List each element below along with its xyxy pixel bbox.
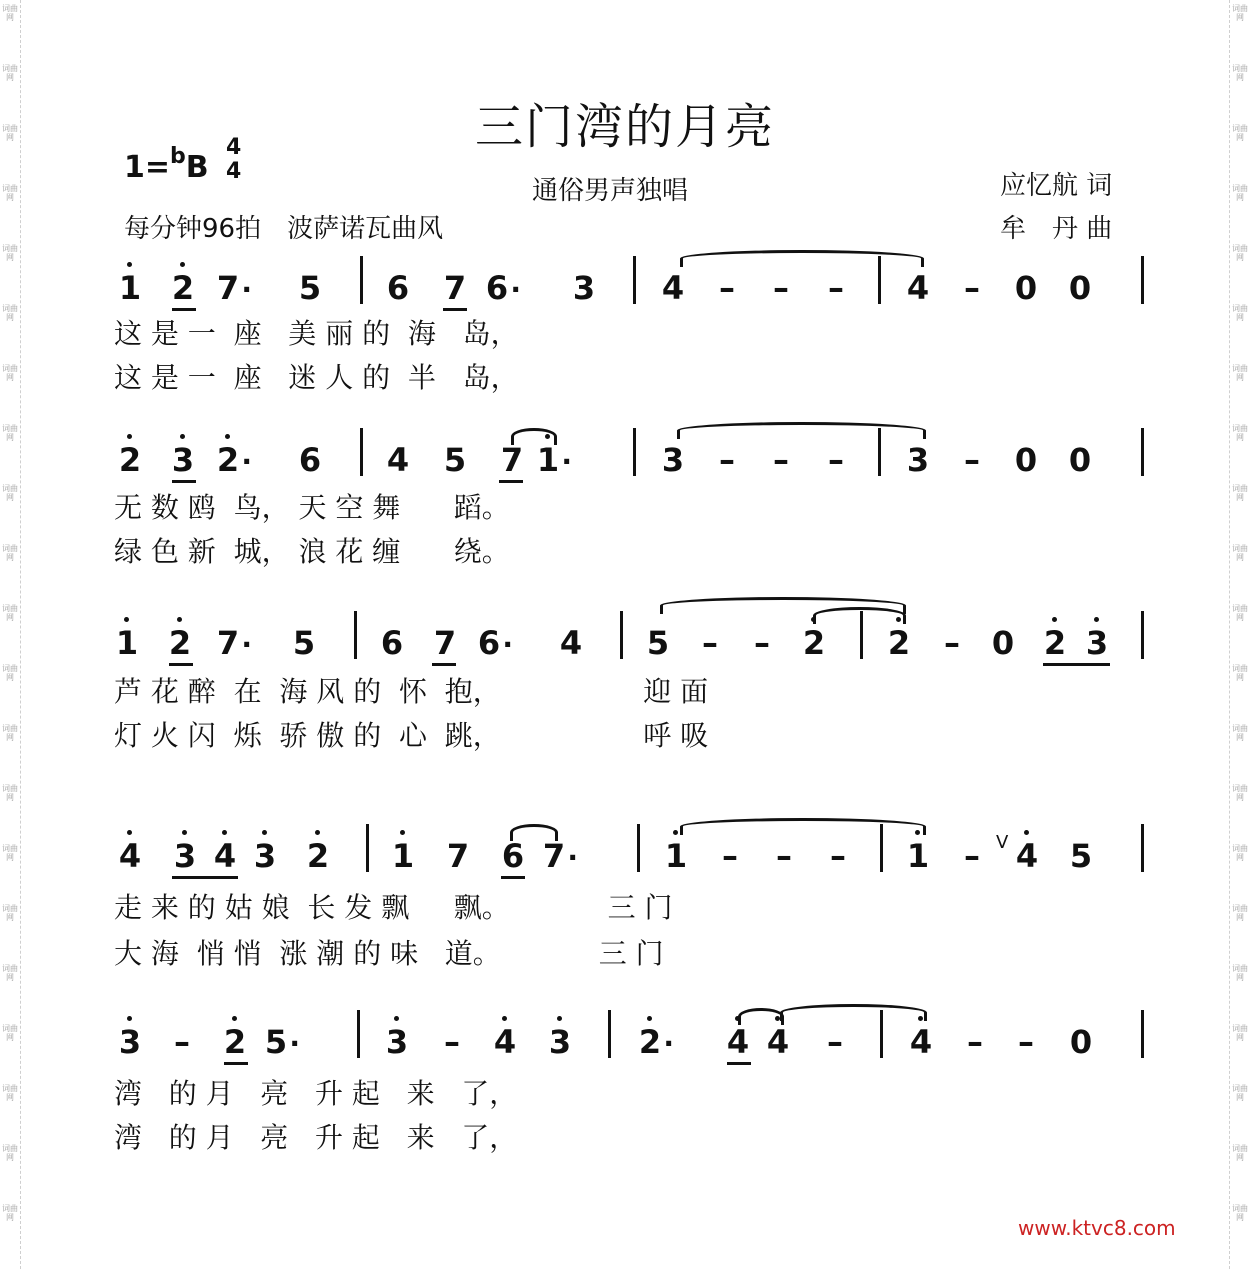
dash [707, 270, 747, 306]
note-value: 5 [298, 269, 322, 307]
lyric-line: 湾 的 月 亮 升 起 来 了， [114, 1121, 518, 1154]
watermark-text: 词曲网 [1232, 304, 1248, 322]
note [163, 442, 203, 478]
note [638, 625, 678, 661]
note-value: – [827, 1023, 843, 1061]
lyric-line: 这 是 一 座 美 丽 的 海 岛， [114, 317, 519, 350]
watermark-text: 词曲网 [1232, 244, 1248, 262]
beam-underline [172, 308, 196, 311]
tie-arc [813, 607, 906, 624]
note-value: 6 [386, 269, 410, 307]
note [718, 1024, 758, 1060]
note-value: – [773, 441, 789, 479]
note [110, 838, 150, 874]
barline [366, 824, 369, 872]
note [208, 624, 252, 662]
dash [952, 270, 992, 306]
note-value: 2 [802, 624, 826, 662]
beam-underline [172, 876, 238, 879]
watermark-text: 词曲网 [2, 664, 18, 682]
note [372, 625, 412, 661]
watermark-text: 词曲网 [2, 244, 18, 262]
note [656, 838, 696, 874]
augmentation-dot: · [289, 1027, 300, 1060]
note-value: 7 [433, 624, 457, 662]
watermark-text: 词曲网 [2, 304, 18, 322]
note-value: 3 [171, 441, 195, 479]
note [492, 442, 532, 478]
note-value: 7 [216, 624, 240, 662]
note [540, 1024, 580, 1060]
note-value: 3 [173, 837, 197, 875]
note-value: 1 [536, 441, 560, 479]
note [551, 625, 591, 661]
rest [1060, 442, 1100, 478]
dash [707, 442, 747, 478]
dash [710, 838, 750, 874]
note [107, 625, 147, 661]
note-value: 3 [548, 1023, 572, 1061]
dash [955, 1024, 995, 1060]
watermark-text: 词曲网 [1232, 424, 1248, 442]
note-value: 2 [638, 1023, 662, 1061]
watermark-text: 词曲网 [1232, 544, 1248, 562]
note [564, 270, 604, 306]
dash [690, 625, 730, 661]
note [290, 442, 330, 478]
high-octave-dot [127, 262, 132, 267]
note [901, 1024, 941, 1060]
high-octave-dot [394, 1016, 399, 1021]
note [534, 837, 578, 875]
note-value: – [776, 837, 792, 875]
note-value: 4 [1015, 837, 1039, 875]
barline [633, 428, 636, 476]
lyric-line: 无 数 鸥 鸟， 天 空 舞 蹈。 [114, 491, 510, 524]
note-value: 4 [559, 624, 583, 662]
dash [952, 442, 992, 478]
dash [432, 1024, 472, 1060]
high-octave-dot [180, 262, 185, 267]
beam-underline [727, 1062, 751, 1065]
barline [357, 1010, 360, 1058]
augmentation-dot: · [241, 273, 252, 306]
watermark-text: 词曲网 [1232, 484, 1248, 502]
watermark-text: 词曲网 [2, 424, 18, 442]
note [256, 1023, 300, 1061]
augmentation-dot: · [502, 628, 513, 661]
augmentation-dot: · [241, 445, 252, 478]
note-value: 5 [646, 624, 670, 662]
beam-underline [169, 663, 193, 666]
note-value: 7 [216, 269, 240, 307]
note-value: 6 [477, 624, 501, 662]
note [630, 1023, 674, 1061]
note-value: 0 [1068, 269, 1092, 307]
barline [637, 824, 640, 872]
note [653, 270, 693, 306]
rest [1061, 1024, 1101, 1060]
note-value: 4 [493, 1023, 517, 1061]
dash [761, 270, 801, 306]
tie-arc [680, 818, 926, 835]
right-watermark-strip [1229, 0, 1250, 1269]
note [378, 442, 418, 478]
high-octave-dot [262, 830, 267, 835]
high-octave-dot [124, 617, 129, 622]
tie-arc [680, 250, 924, 267]
dash [815, 1024, 855, 1060]
tie-arc [780, 1004, 927, 1021]
note-value: 4 [213, 837, 237, 875]
barline [1141, 824, 1144, 872]
note [879, 625, 919, 661]
barline [1141, 1010, 1144, 1058]
note-value: 3 [906, 441, 930, 479]
watermark-text: 词曲网 [1232, 4, 1248, 22]
note-value: 2 [168, 624, 192, 662]
note-value: 7 [446, 837, 470, 875]
note-value: 4 [386, 441, 410, 479]
watermark-text: 词曲网 [2, 724, 18, 742]
dash [932, 625, 972, 661]
note-value: 7 [500, 441, 524, 479]
note [469, 624, 513, 662]
watermark-text: 词曲网 [1232, 124, 1248, 142]
note-value: – [967, 1023, 983, 1061]
lyric-line: 大 海 悄 悄 涨 潮 的 味 道。 三 门 [114, 937, 664, 970]
note [1077, 625, 1117, 661]
watermark-text: 词曲网 [2, 1024, 18, 1042]
watermark-text: 词曲网 [1232, 844, 1248, 862]
note-value: 5 [1069, 837, 1093, 875]
note-value: – [964, 269, 980, 307]
note [1007, 838, 1047, 874]
note-value: – [174, 1023, 190, 1061]
watermark-text: 词曲网 [2, 784, 18, 802]
lyric-line: 绿 色 新 城， 浪 花 缠 绕。 [114, 535, 510, 568]
note-value: – [944, 624, 960, 662]
beam-underline [224, 1062, 248, 1065]
note-value: – [830, 837, 846, 875]
note [1035, 625, 1075, 661]
watermark-text: 词曲网 [2, 184, 18, 202]
high-octave-dot [400, 830, 405, 835]
augmentation-dot: · [561, 445, 572, 478]
high-octave-dot [232, 1016, 237, 1021]
note-value: 6 [380, 624, 404, 662]
note [898, 442, 938, 478]
note-value: 2 [223, 1023, 247, 1061]
note [110, 270, 150, 306]
note [493, 838, 533, 874]
augmentation-dot: · [510, 273, 521, 306]
watermark-text: 词曲网 [1232, 1204, 1248, 1222]
watermark-text: 词曲网 [1232, 1024, 1248, 1042]
high-octave-dot [127, 434, 132, 439]
note-value: 6 [298, 441, 322, 479]
note-value: 2 [171, 269, 195, 307]
watermark-text: 词曲网 [1232, 64, 1248, 82]
note-value: 0 [1014, 441, 1038, 479]
song-title: 三门湾的月亮 [474, 99, 775, 155]
note [284, 625, 324, 661]
dash [764, 838, 804, 874]
note-value: 7 [443, 269, 467, 307]
barline [1141, 428, 1144, 476]
note-value: 5 [292, 624, 316, 662]
lyric-line: 芦 花 醉 在 海 风 的 怀 抱， 迎 面 [114, 675, 709, 708]
watermark-text: 词曲网 [2, 844, 18, 862]
tie-arc [511, 428, 557, 445]
augmentation-dot: · [663, 1027, 674, 1060]
high-octave-dot [315, 830, 320, 835]
high-octave-dot [673, 830, 678, 835]
high-octave-dot [222, 830, 227, 835]
rest [983, 625, 1023, 661]
note [425, 625, 465, 661]
rest [1060, 270, 1100, 306]
breath-mark: V [996, 832, 1009, 853]
beam-underline [443, 308, 467, 311]
note [165, 838, 205, 874]
note-value: 3 [1085, 624, 1109, 662]
note-value: 0 [991, 624, 1015, 662]
note-value: 3 [253, 837, 277, 875]
watermark-text: 词曲网 [2, 604, 18, 622]
dash [816, 442, 856, 478]
note-value: 2 [216, 441, 240, 479]
note [378, 270, 418, 306]
note [208, 269, 252, 307]
note-value: 3 [661, 441, 685, 479]
key-signature: 1=$^b$B [124, 144, 209, 185]
barline [354, 611, 357, 659]
left-watermark-strip [0, 0, 21, 1269]
beam-underline [1043, 663, 1110, 666]
high-octave-dot [1052, 617, 1057, 622]
rest [1006, 442, 1046, 478]
rest [1006, 270, 1046, 306]
barline [360, 428, 363, 476]
watermark-text: 词曲网 [2, 904, 18, 922]
lyric-line: 灯 火 闪 烁 骄 傲 的 心 跳， 呼 吸 [114, 719, 709, 752]
note [758, 1024, 798, 1060]
note-value: 4 [766, 1023, 790, 1061]
note-value: – [828, 269, 844, 307]
note [383, 838, 423, 874]
note [208, 441, 252, 479]
watermark-text: 词曲网 [1232, 1144, 1248, 1162]
note-value: 1 [118, 269, 142, 307]
note-value: 5 [443, 441, 467, 479]
lyric-line: 走 来 的 姑 娘 长 发 飘 飘。 三 门 [114, 891, 673, 924]
note-value: – [444, 1023, 460, 1061]
dash [742, 625, 782, 661]
note [160, 625, 200, 661]
watermark-text: 词曲网 [2, 964, 18, 982]
barline [608, 1010, 611, 1058]
note-value: 3 [572, 269, 596, 307]
beam-underline [172, 480, 196, 483]
watermark-text: 词曲网 [1232, 664, 1248, 682]
barline [1141, 611, 1144, 659]
note [898, 270, 938, 306]
watermark-text: 词曲网 [1232, 1084, 1248, 1102]
note-value: 7 [542, 837, 566, 875]
note [485, 1024, 525, 1060]
composer: 牟 丹 曲 [1000, 214, 1113, 244]
note [1061, 838, 1101, 874]
note-value: 4 [909, 1023, 933, 1061]
high-octave-dot [180, 434, 185, 439]
watermark-text: 词曲网 [2, 1204, 18, 1222]
watermark-text: 词曲网 [1232, 184, 1248, 202]
augmentation-dot: · [567, 841, 578, 874]
note-value: – [773, 269, 789, 307]
watermark-text: 词曲网 [2, 124, 18, 142]
dash [1006, 1024, 1046, 1060]
note-value: 2 [306, 837, 330, 875]
note-value: 0 [1069, 1023, 1093, 1061]
barline [620, 611, 623, 659]
high-octave-dot [182, 830, 187, 835]
note [794, 625, 834, 661]
dash [952, 838, 992, 874]
dash [818, 838, 858, 874]
note-value: 3 [385, 1023, 409, 1061]
note-value: 5 [264, 1023, 288, 1061]
barline [360, 256, 363, 304]
beam-underline [501, 876, 525, 879]
subtitle: 通俗男声独唱 [532, 176, 689, 206]
lyric-line: 湾 的 月 亮 升 起 来 了， [114, 1077, 518, 1110]
note-value: 3 [118, 1023, 142, 1061]
note [110, 442, 150, 478]
note-value: – [754, 624, 770, 662]
tie-arc [738, 1008, 784, 1025]
beam-underline [499, 480, 523, 483]
watermark-text: 词曲网 [1232, 364, 1248, 382]
note-value: 6 [485, 269, 509, 307]
note-value: 6 [501, 837, 525, 875]
note-value: 4 [118, 837, 142, 875]
note-value: 2 [887, 624, 911, 662]
time-signature: 4 4 [226, 135, 242, 184]
watermark-text: 词曲网 [1232, 964, 1248, 982]
high-octave-dot [1024, 830, 1029, 835]
watermark-text: 词曲网 [2, 1144, 18, 1162]
high-octave-dot [225, 434, 230, 439]
note-value: 4 [906, 269, 930, 307]
note-value: 1 [391, 837, 415, 875]
note [163, 270, 203, 306]
barline [633, 256, 636, 304]
high-octave-dot [127, 1016, 132, 1021]
tie-arc [677, 422, 926, 439]
note [477, 269, 521, 307]
note [653, 442, 693, 478]
watermark-text: 词曲网 [1232, 904, 1248, 922]
note-value: 0 [1014, 269, 1038, 307]
watermark-text: 词曲网 [2, 544, 18, 562]
high-octave-dot [127, 830, 132, 835]
beam-underline [432, 663, 456, 666]
note [290, 270, 330, 306]
dash [761, 442, 801, 478]
note-value: – [719, 441, 735, 479]
note-value: – [702, 624, 718, 662]
note [435, 270, 475, 306]
watermark-text: 词曲网 [2, 364, 18, 382]
note-value: – [722, 837, 738, 875]
augmentation-dot: · [241, 628, 252, 661]
note [898, 838, 938, 874]
note-value: 2 [1043, 624, 1067, 662]
note-value: 0 [1068, 441, 1092, 479]
watermark-text: 词曲网 [2, 4, 18, 22]
note [438, 838, 478, 874]
note-value: – [964, 441, 980, 479]
note [377, 1024, 417, 1060]
watermark-text: 词曲网 [1232, 604, 1248, 622]
high-octave-dot [557, 1016, 562, 1021]
watermark-text: 词曲网 [2, 64, 18, 82]
note-value: 1 [906, 837, 930, 875]
note-value: 4 [726, 1023, 750, 1061]
note-value: 1 [115, 624, 139, 662]
note-value: 2 [118, 441, 142, 479]
note-value: – [1018, 1023, 1034, 1061]
note [110, 1024, 150, 1060]
note [245, 838, 285, 874]
watermark-text: 词曲网 [1232, 784, 1248, 802]
tie-arc [510, 824, 558, 841]
lyric-line: 这 是 一 座 迷 人 的 半 岛， [114, 361, 519, 394]
barline [1141, 256, 1144, 304]
watermark-text: 词曲网 [2, 1084, 18, 1102]
note-value: 1 [664, 837, 688, 875]
tempo-style: 每分钟96拍 波萨诺瓦曲风 [124, 214, 444, 244]
high-octave-dot [1094, 617, 1099, 622]
high-octave-dot [502, 1016, 507, 1021]
high-octave-dot [177, 617, 182, 622]
watermark-text: 词曲网 [1232, 724, 1248, 742]
site-watermark: www.ktvc8.com [1018, 1216, 1176, 1240]
note [435, 442, 475, 478]
dash [816, 270, 856, 306]
note [205, 838, 245, 874]
note [298, 838, 338, 874]
note-value: 4 [661, 269, 685, 307]
dash [162, 1024, 202, 1060]
note-value: – [719, 269, 735, 307]
note-value: – [828, 441, 844, 479]
watermark-text: 词曲网 [2, 484, 18, 502]
note [528, 441, 572, 479]
high-octave-dot [647, 1016, 652, 1021]
note [215, 1024, 255, 1060]
note-value: – [964, 837, 980, 875]
lyricist: 应忆航 词 [1000, 171, 1113, 201]
